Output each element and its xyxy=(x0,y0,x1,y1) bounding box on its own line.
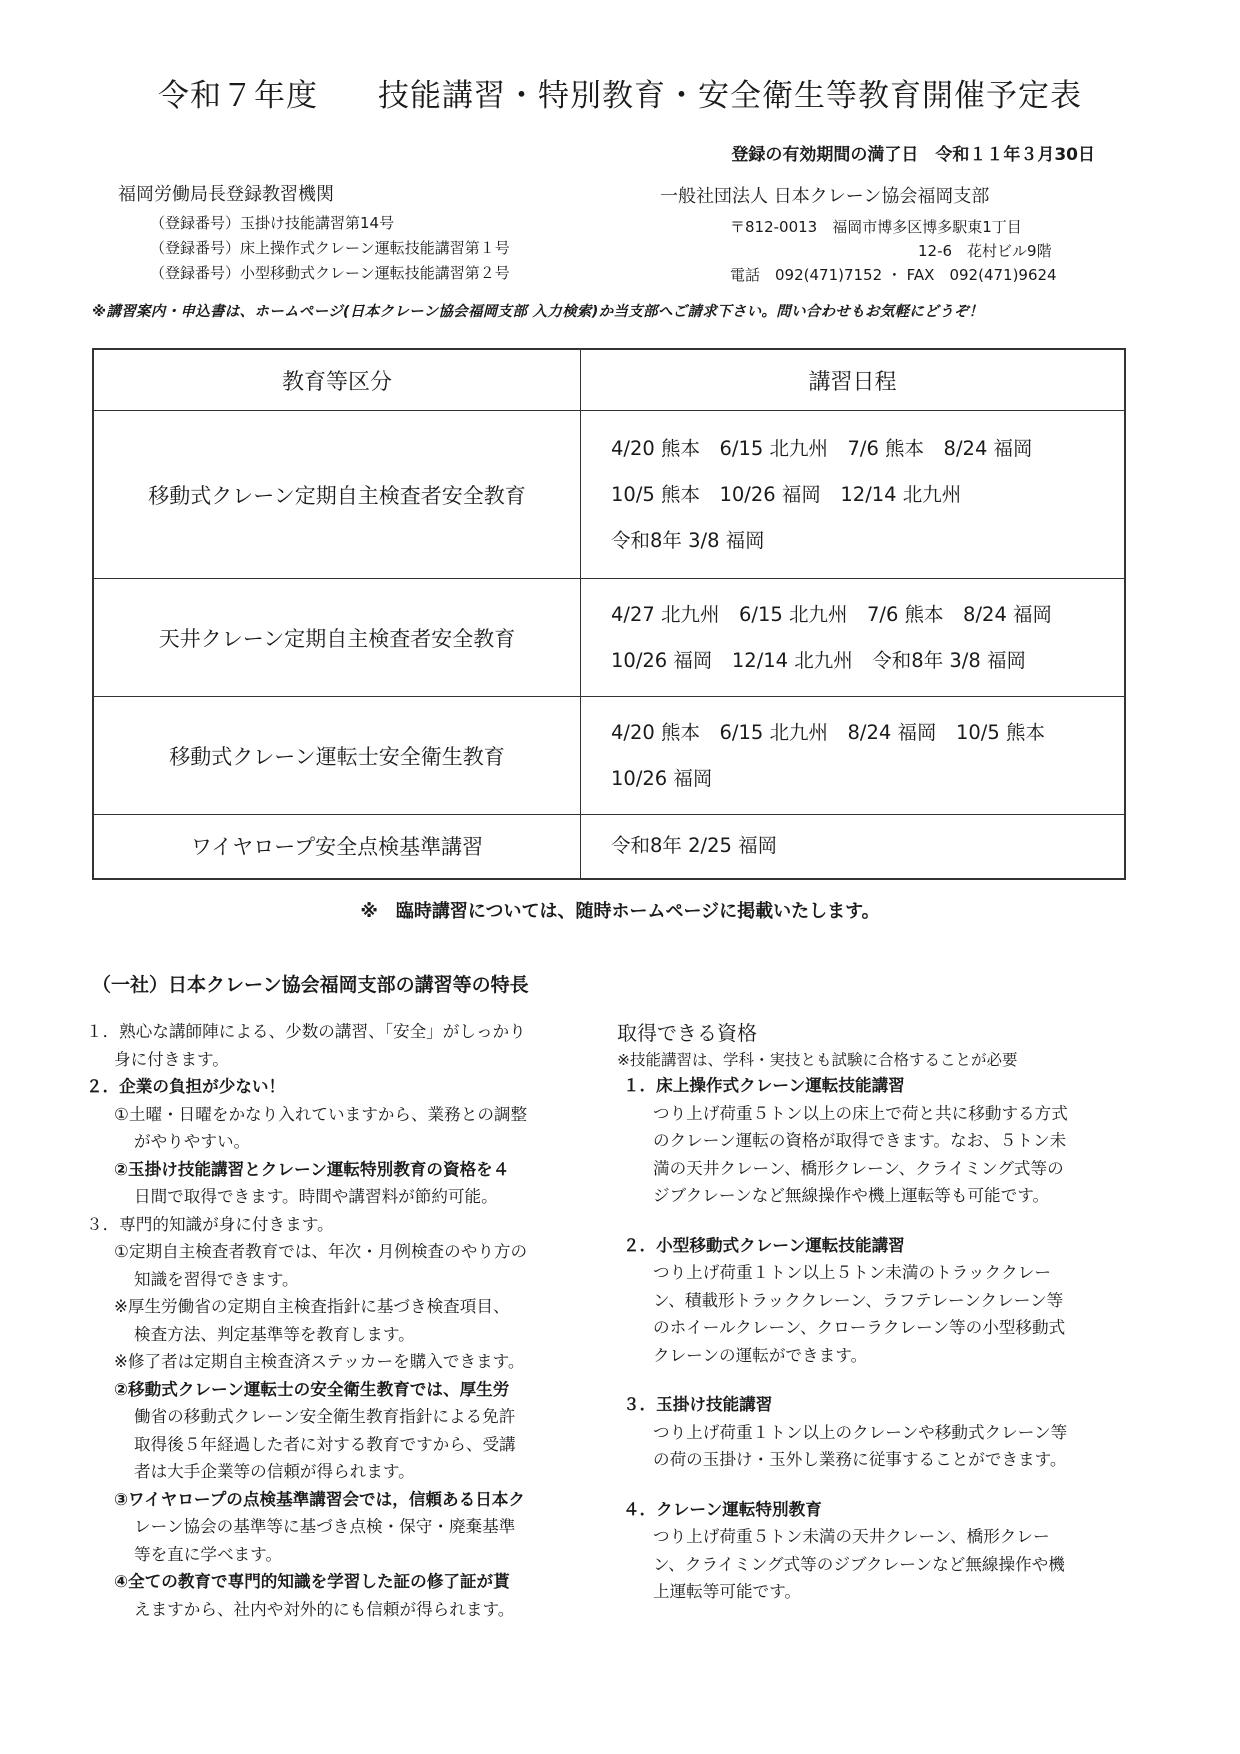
feature-line: ※厚生労働省の定期自主検査指針に基づき検査項目、 xyxy=(114,1297,510,1316)
features-list xyxy=(86,1018,606,1623)
qualification-heading: ４．クレーン運転特別教育 xyxy=(623,1499,822,1519)
qualification-body-line: 上運転等可能です。 xyxy=(653,1582,802,1601)
qualification-body-line: のクレーン運転の資格が取得できます。なお、５トン未 xyxy=(653,1131,1067,1150)
temporary-course-note: ※ 臨時講習については、随時ホームページに掲載いたします。 xyxy=(360,901,880,922)
qualification-item xyxy=(617,1496,1139,1606)
qualifications-title: 取得できる資格 xyxy=(617,1021,757,1045)
qualifications-section xyxy=(617,1018,1139,1628)
feature-line: ①定期自主検査者教育では、年次・月例検査のやり方の xyxy=(114,1242,528,1261)
feature-line: ３．専門的知識が身に付きます。 xyxy=(86,1214,334,1234)
title-text: 技能講習・特別教育・安全衛生等教育開催予定表 xyxy=(378,78,1082,114)
address-line-1: 〒812-0013 福岡市博多区博多駅東1丁目 xyxy=(730,218,1022,236)
date-line: 10/26 福岡 12/14 北九州 令和8年 3/8 福岡 xyxy=(611,648,1026,672)
qualification-items xyxy=(617,1072,1139,1606)
qualification-heading: ２．小型移動式クレーン運転技能講習 xyxy=(623,1235,905,1255)
feature-line: 働省の移動式クレーン安全衛生教育指針による免許 xyxy=(134,1407,516,1426)
dates-cell xyxy=(581,411,1126,579)
registration-1: （登録番号）玉掛け技能講習第14号 xyxy=(150,214,395,232)
feature-line: 等を直に学べます。 xyxy=(134,1544,283,1564)
col-header-dates: 講習日程 xyxy=(581,349,1126,411)
dates-cell xyxy=(581,697,1126,815)
qualification-body-line: クレーンの運転ができます。 xyxy=(653,1345,868,1365)
qualification-body-line: つり上げ荷重５トン以上の床上で荷と共に移動する方式 xyxy=(653,1103,1068,1123)
features-title: （一社）日本クレーン協会福岡支部の講習等の特長 xyxy=(92,974,529,996)
fiscal-year: 令和７年度 xyxy=(158,78,318,114)
schedule-table xyxy=(92,348,1126,880)
dates-cell xyxy=(581,815,1126,879)
table-header-row xyxy=(93,349,1125,411)
feature-line: ※修了者は定期自主検査済ステッカーを購入できます。 xyxy=(114,1352,525,1371)
page-title xyxy=(0,70,1240,115)
feature-line: １．熟心な講師陣による、少数の講習、「安全」がしっかり xyxy=(86,1022,526,1041)
category-cell: ワイヤロープ安全点検基準講習 xyxy=(93,815,581,879)
category-cell: 移動式クレーン定期自主検査者安全教育 xyxy=(93,411,581,579)
date-line: 10/5 熊本 10/26 福岡 12/14 北九州 xyxy=(611,482,962,506)
feature-line: 者は大手企業等の信頼が得られます。 xyxy=(134,1462,415,1481)
col-header-category: 教育等区分 xyxy=(93,349,581,411)
date-line: 4/20 熊本 6/15 北九州 8/24 福岡 10/5 熊本 xyxy=(611,720,1045,744)
dates-cell xyxy=(581,579,1126,697)
feature-line: ２．企業の負担が少ない！ xyxy=(86,1077,286,1096)
qualification-body-line: のホイールクレーン、クローラクレーン等の小型移動式 xyxy=(653,1318,1066,1337)
date-line: 令和8年 2/25 福岡 xyxy=(611,834,778,858)
date-line: 4/27 北九州 6/15 北九州 7/6 熊本 8/24 福岡 xyxy=(611,602,1053,626)
table-row xyxy=(93,815,1125,879)
qualification-item xyxy=(617,1391,1139,1474)
feature-line: 身に付きます。 xyxy=(114,1049,229,1069)
feature-line: 知識を習得できます。 xyxy=(134,1269,299,1289)
table-row xyxy=(93,579,1125,697)
feature-line: ①土曜・日曜をかなり入れていますから、業務との調整 xyxy=(114,1104,528,1124)
address-line-2: 12-6 花村ビル9階 xyxy=(918,242,1052,260)
feature-line: 検査方法、判定基準等を教育します。 xyxy=(134,1324,415,1344)
registration-3: （登録番号）小型移動式クレーン運転技能講習第２号 xyxy=(150,264,510,282)
qualification-body-line: つり上げ荷重１トン以上５トン未満のトラッククレー xyxy=(653,1263,1051,1282)
qualification-body-line: ン、積載形トラッククレーン、ラフテレーンクレーン等 xyxy=(653,1290,1064,1310)
qualification-heading: １．床上操作式クレーン運転技能講習 xyxy=(623,1076,905,1095)
validity-date: 登録の有効期間の満了日 令和１１年３月30日 xyxy=(731,145,1095,165)
feature-line: ②移動式クレーン運転士の安全衛生教育では、厚生労 xyxy=(114,1379,510,1399)
category-cell: 移動式クレーン運転士安全衛生教育 xyxy=(93,697,581,815)
phone-fax: 電話 092(471)7152 ・ FAX 092(471)9624 xyxy=(730,266,1057,284)
table-row xyxy=(93,411,1125,579)
qualification-item xyxy=(617,1072,1139,1210)
qualification-body-line: つり上げ荷重１トン以上のクレーンや移動式クレーン等 xyxy=(653,1422,1068,1442)
qualification-body-line: つり上げ荷重５トン未満の天井クレーン、橋形クレー xyxy=(653,1527,1050,1546)
qualification-heading: ３．玉掛け技能講習 xyxy=(623,1395,773,1414)
qualification-body-line: 満の天井クレーン、橋形クレーン、クライミング式等の xyxy=(653,1158,1064,1178)
qualification-body-line: の荷の玉掛け・玉外し業務に従事することができます。 xyxy=(653,1450,1067,1469)
qualification-body-line: ジブクレーンなど無線操作や機上運転等も可能です。 xyxy=(653,1186,1050,1205)
feature-line: 日間で取得できます。時間や講習料が節約可能。 xyxy=(134,1187,498,1206)
registration-2: （登録番号）床上操作式クレーン運転技能講習第１号 xyxy=(150,239,510,257)
date-line: 10/26 福岡 xyxy=(611,766,713,790)
feature-line: えますから、社内や対外的にも信頼が得られます。 xyxy=(134,1599,515,1619)
qualification-item xyxy=(617,1232,1139,1370)
feature-line: レーン協会の基準等に基づき点検・保守・廃棄基準 xyxy=(134,1517,516,1536)
feature-line: ④全ての教育で専門的知識を学習した証の修了証が貰 xyxy=(114,1572,510,1591)
feature-line: がやりやすい。 xyxy=(134,1132,251,1151)
institution-name: 福岡労働局長登録教習機関 xyxy=(118,184,334,205)
table-row xyxy=(93,697,1125,815)
category-cell: 天井クレーン定期自主検査者安全教育 xyxy=(93,579,581,697)
feature-line: ②玉掛け技能講習とクレーン運転特別教育の資格を４ xyxy=(114,1159,510,1179)
notice-line: ※講習案内・申込書は、ホームページ(日本クレーン協会福岡支部 入力検索)か当支部へご請求下さい。問い合わせもお気軽にどうぞ！ xyxy=(92,304,984,320)
qualifications-note: ※技能講習は、学科・実技とも試験に合格することが必要 xyxy=(617,1051,1018,1069)
org-name: 一般社団法人 日本クレーン協会福岡支部 xyxy=(660,186,990,207)
date-line: 令和8年 3/8 福岡 xyxy=(611,528,765,552)
feature-line: 取得後５年経過した者に対する教育ですから、受講 xyxy=(134,1434,516,1454)
qualification-body-line: ン、クライミング式等のジブクレーンなど無線操作や機 xyxy=(653,1554,1065,1574)
date-line: 4/20 熊本 6/15 北九州 7/6 熊本 8/24 福岡 xyxy=(611,436,1033,460)
feature-line: ③ワイヤロープの点検基準講習会では，信頼ある日本ク xyxy=(114,1489,525,1509)
